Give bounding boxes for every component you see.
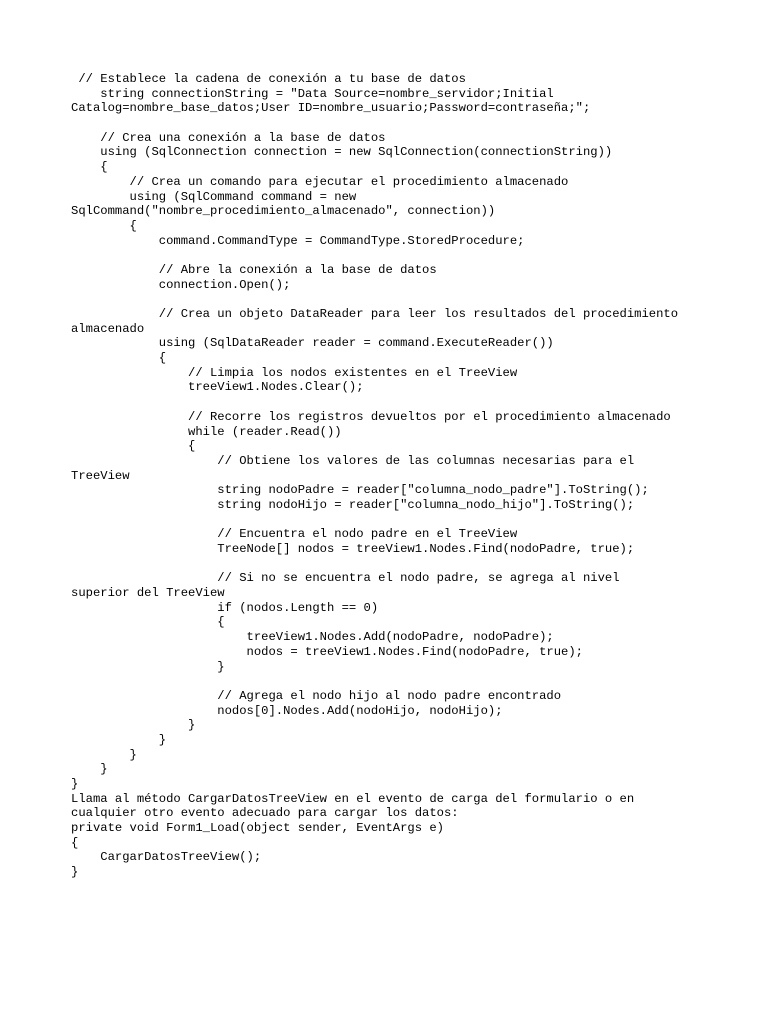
code-line: using (SqlDataReader reader = command.ExecuteReader())	[71, 336, 554, 351]
code-line: TreeNode[] nodos = treeView1.Nodes.Find(nodoPadre, true);	[71, 542, 635, 556]
code-line: treeView1.Nodes.Clear();	[71, 380, 364, 395]
code-line: // Obtiene los valores de las columnas necesarias para el	[71, 453, 635, 468]
code-line: superior del TreeView	[71, 586, 225, 601]
code-line: string nodoPadre = reader["columna_nodo_padre"].ToString();	[71, 483, 649, 498]
code-line: }	[71, 732, 167, 747]
code-line: Llama al método CargarDatosTreeView en el evento de carga del formulario o en	[71, 791, 635, 806]
code-line: treeView1.Nodes.Add(nodoPadre, nodoPadre);	[71, 630, 554, 645]
code-line: {	[71, 160, 108, 175]
code-line: // Crea un objeto DataReader para leer los resultados del procedimiento	[71, 307, 679, 321]
code-line	[71, 674, 751, 689]
code-line	[71, 292, 751, 307]
code-line: }	[71, 777, 79, 791]
code-line: // Crea una conexión a la base de datos	[71, 130, 386, 145]
code-line: {	[71, 835, 79, 850]
code-line: almacenado	[71, 321, 145, 336]
code-line: }	[71, 718, 196, 733]
code-line: string connectionString = "Data Source=nombre_servidor;Initial	[71, 86, 554, 101]
code-line: // Establece la cadena de conexión a tu base de datos	[71, 72, 466, 86]
code-line: connection.Open();	[71, 277, 291, 292]
code-line	[71, 248, 751, 263]
code-line: while (reader.Read())	[71, 424, 342, 439]
code-listing	[71, 72, 751, 880]
code-line	[71, 395, 751, 410]
code-line	[71, 116, 751, 131]
code-line: }	[71, 747, 137, 762]
code-line: CargarDatosTreeView();	[71, 850, 262, 865]
code-line: command.CommandType = CommandType.StoredProcedure;	[71, 233, 525, 248]
code-line: nodos[0].Nodes.Add(nodoHijo, nodoHijo);	[71, 703, 503, 718]
code-line: nodos = treeView1.Nodes.Find(nodoPadre, true);	[71, 644, 583, 659]
code-line: }	[71, 865, 79, 880]
code-line: }	[71, 659, 225, 674]
code-line: Catalog=nombre_base_datos;User ID=nombre_usuario;Password=contraseña;";	[71, 101, 591, 116]
code-line: TreeView	[71, 468, 130, 483]
code-line: // Encuentra el nodo padre en el TreeView	[71, 527, 518, 542]
code-line: using (SqlCommand command = new	[71, 189, 357, 204]
code-line: cualquier otro evento adecuado para cargar los datos:	[71, 806, 459, 821]
code-line: }	[71, 762, 108, 777]
code-line	[71, 513, 751, 528]
code-line: {	[71, 439, 196, 454]
code-line: using (SqlConnection connection = new SqlConnection(connectionString))	[71, 145, 613, 160]
code-line: private void Form1_Load(object sender, EventArgs e)	[71, 821, 444, 836]
code-line: // Si no se encuentra el nodo padre, se agrega al nivel	[71, 571, 620, 586]
code-line: if (nodos.Length == 0)	[71, 600, 379, 615]
code-line: // Recorre los registros devueltos por el procedimiento almacenado	[71, 409, 671, 424]
code-line: // Agrega el nodo hijo al nodo padre encontrado	[71, 688, 562, 703]
code-line: // Limpia los nodos existentes en el TreeView	[71, 365, 518, 380]
code-line: SqlCommand("nombre_procedimiento_almacenado", connection))	[71, 204, 496, 219]
code-line: {	[71, 218, 137, 233]
code-line: string nodoHijo = reader["columna_nodo_hijo"].ToString();	[71, 497, 635, 512]
code-line: {	[71, 615, 225, 630]
code-line: {	[71, 351, 167, 366]
code-line: // Crea un comando para ejecutar el procedimiento almacenado	[71, 174, 569, 189]
code-line: // Abre la conexión a la base de datos	[71, 262, 437, 277]
code-line	[71, 557, 751, 572]
